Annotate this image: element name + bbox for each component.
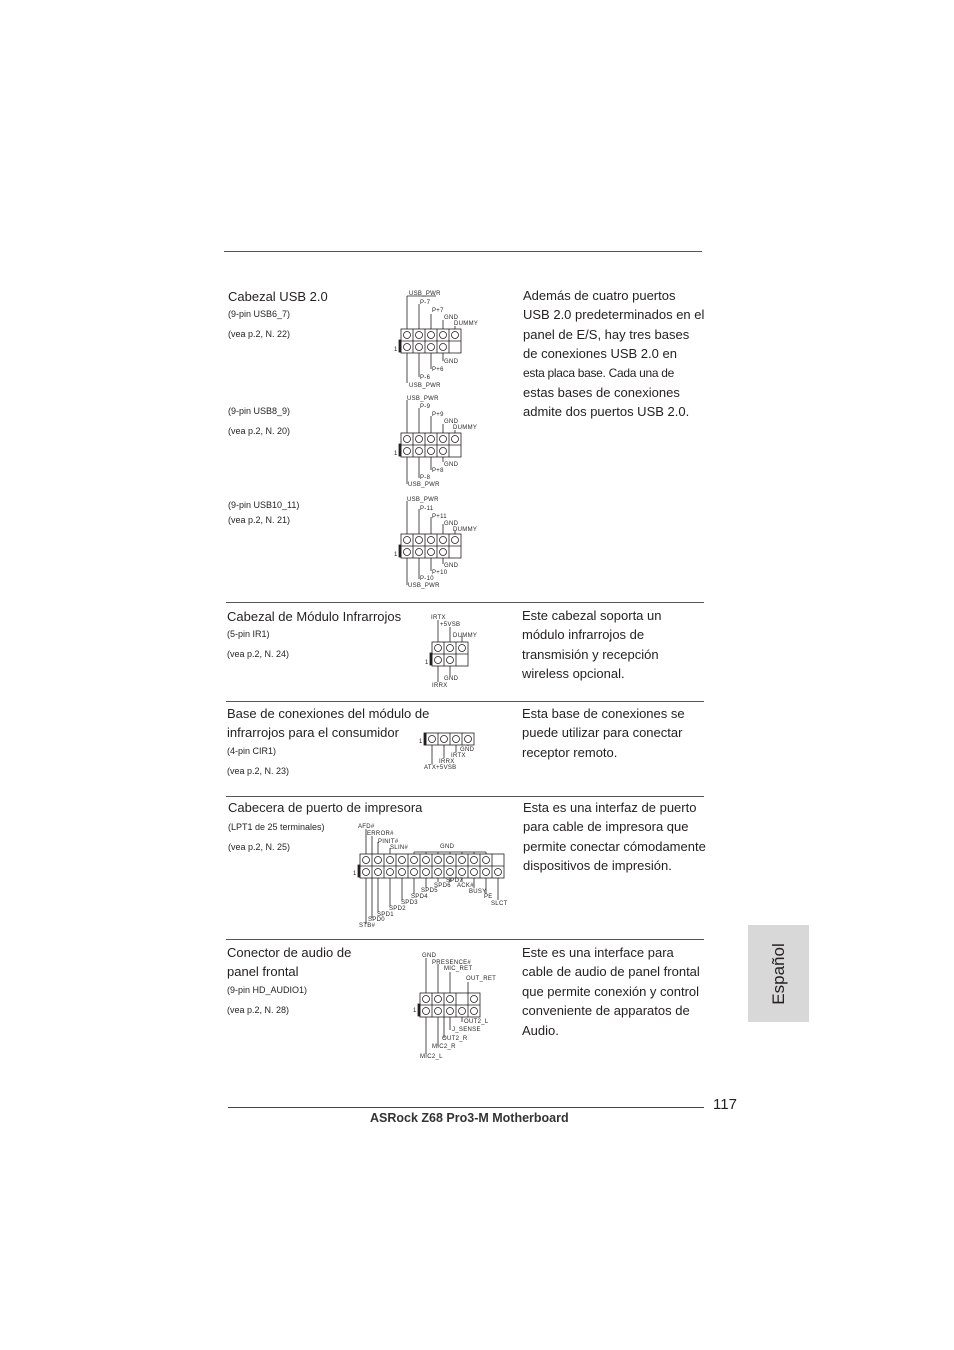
svg-text:IRRX: IRRX [432, 683, 448, 689]
language-tab-label: Español [768, 942, 788, 1005]
svg-text:USB_PWR: USB_PWR [407, 497, 439, 503]
usb-header-2-ref: (vea p.2, N. 20) [228, 426, 291, 436]
svg-text:1: 1 [394, 451, 398, 457]
svg-text:MIC2_R: MIC2_R [432, 1044, 456, 1050]
svg-text:BUSY: BUSY [469, 889, 487, 895]
svg-text:PINIT#: PINIT# [378, 839, 399, 845]
divider-cir [226, 701, 704, 702]
svg-text:DUMMY: DUMMY [453, 527, 478, 533]
svg-text:OUT_RET: OUT_RET [466, 976, 497, 982]
svg-text:+5VSB: +5VSB [440, 622, 461, 628]
usb-header-3-pin: (9-pin USB10_11) [228, 500, 300, 510]
page-number: 117 [713, 1096, 737, 1113]
audio-pin: (9-pin HD_AUDIO1) [227, 985, 308, 995]
cir-pin: (4-pin CIR1) [227, 746, 277, 756]
svg-text:GND: GND [444, 462, 459, 468]
svg-text:SPD5: SPD5 [421, 888, 438, 894]
svg-text:1: 1 [394, 347, 398, 353]
svg-text:1: 1 [425, 660, 429, 666]
usb-header-1-ref: (vea p.2, N. 22) [228, 329, 291, 339]
ir-description: Este cabezal soporta un módulo infrarrojos de transmisión y recepción wireless opcional. [522, 608, 662, 682]
svg-text:OUT2_R: OUT2_R [442, 1036, 468, 1042]
svg-text:GND: GND [444, 315, 459, 321]
cir1-pin-diagram [418, 730, 498, 775]
footer-product-name: ASRock Z68 Pro3-M Motherboard [370, 1111, 569, 1125]
svg-text:J_SENSE: J_SENSE [452, 1027, 481, 1033]
svg-text:1: 1 [419, 739, 423, 745]
cir-ref: (vea p.2, N. 23) [227, 766, 290, 776]
svg-text:SPD0: SPD0 [368, 917, 385, 923]
svg-text:SPD7: SPD7 [446, 878, 463, 884]
divider-lpt [226, 796, 704, 797]
svg-text:SPD6: SPD6 [434, 883, 451, 889]
audio-section-title-line-1: Conector de audio de [227, 945, 352, 960]
svg-text:USB_PWR: USB_PWR [407, 396, 439, 402]
usb-header-2-pin: (9-pin USB8_9) [228, 406, 291, 416]
svg-text:IRTX: IRTX [431, 615, 446, 621]
language-side-tab [748, 925, 809, 1022]
cir-description: Esta base de conexiones se puede utilizar para conectar receptor remoto. [522, 706, 685, 760]
usb8-9-pin-diagram [396, 392, 496, 492]
audio-section-title-line-2: panel frontal [227, 964, 299, 979]
svg-text:PRESENCE#: PRESENCE# [432, 960, 472, 966]
svg-text:P-7: P-7 [420, 300, 431, 306]
svg-text:DUMMY: DUMMY [453, 425, 478, 431]
svg-text:IRRX: IRRX [439, 759, 455, 765]
divider-audio [226, 939, 704, 940]
svg-text:P-10: P-10 [420, 576, 434, 582]
svg-text:OUT2_L: OUT2_L [464, 1019, 489, 1025]
ir-pin: (5-pin IR1) [227, 629, 270, 639]
ir1-pin-diagram [424, 612, 514, 692]
svg-text:P-9: P-9 [420, 404, 431, 410]
svg-text:P+11: P+11 [432, 514, 447, 520]
footer-rule [228, 1107, 704, 1108]
svg-text:USB_PWR: USB_PWR [408, 583, 440, 589]
usb-description: Además de cuatro puertos USB 2.0 predeterminados en el panel de E/S, hay tres bases de conexiones USB 2.0 en esta placa base. Cada una de estas bases de conexiones admite dos puertos USB 2.0. [523, 288, 705, 420]
svg-text:MIC2_L: MIC2_L [420, 1054, 443, 1060]
svg-text:P+7: P+7 [432, 308, 444, 314]
lpt-pin: (LPT1 de 25 terminales) [228, 822, 325, 832]
lpt-description: Esta es una interfaz de puerto para cable de impresora que permite conectar cómodamente dispositivos de impresión. [523, 800, 706, 874]
svg-text:ACK#: ACK# [457, 883, 474, 889]
svg-text:USB_PWR: USB_PWR [408, 482, 440, 488]
svg-text:GND: GND [444, 419, 459, 425]
svg-text:1: 1 [394, 552, 398, 558]
svg-text:GND: GND [440, 844, 455, 850]
usb-section-title: Cabezal USB 2.0 [228, 289, 328, 304]
audio-description: Este es una interface para cable de audio de panel frontal que permite conexión y control conveniente de apparatos de Audio. [522, 945, 700, 1038]
svg-text:GND: GND [422, 953, 437, 959]
svg-text:USB_PWR: USB_PWR [409, 291, 441, 297]
svg-text:SLCT: SLCT [491, 901, 508, 907]
top-divider [224, 251, 702, 252]
svg-text:SPD4: SPD4 [411, 894, 428, 900]
svg-text:MIC_RET: MIC_RET [444, 966, 473, 972]
svg-text:ATX+5VSB: ATX+5VSB [424, 765, 457, 771]
divider-ir [226, 602, 704, 603]
svg-text:SPD1: SPD1 [377, 912, 394, 918]
usb6-7-pin-diagram [396, 288, 496, 390]
svg-text:GND: GND [444, 521, 459, 527]
svg-text:P+8: P+8 [432, 468, 444, 474]
svg-text:GND: GND [444, 563, 459, 569]
svg-text:1: 1 [413, 1008, 417, 1014]
ir-ref: (vea p.2, N. 24) [227, 649, 290, 659]
usb-header-3-ref: (vea p.2, N. 21) [228, 515, 291, 525]
usb10-11-pin-diagram [396, 493, 496, 593]
svg-text:SPD2: SPD2 [389, 906, 406, 912]
svg-text:P+6: P+6 [432, 367, 444, 373]
svg-text:P+9: P+9 [432, 412, 444, 418]
cir-section-title-line-2: infrarrojos para el consumidor [227, 725, 399, 740]
svg-text:DUMMY: DUMMY [453, 633, 478, 639]
svg-text:SPD3: SPD3 [401, 900, 418, 906]
svg-text:GND: GND [460, 747, 475, 753]
svg-text:1: 1 [353, 871, 357, 877]
svg-text:PE: PE [484, 894, 493, 900]
svg-text:STB#: STB# [359, 923, 376, 929]
svg-text:USB_PWR: USB_PWR [409, 383, 441, 389]
svg-text:DUMMY: DUMMY [454, 321, 479, 327]
hd-audio1-pin-diagram [412, 950, 512, 1062]
svg-text:SLIN#: SLIN# [390, 845, 409, 851]
svg-text:P+10: P+10 [432, 570, 448, 576]
svg-text:AFD#: AFD# [358, 824, 375, 830]
cir-section-title-line-1: Base de conexiones del módulo de [227, 706, 430, 721]
audio-ref: (vea p.2, N. 28) [227, 1005, 290, 1015]
lpt-section-title: Cabecera de puerto de impresora [228, 800, 423, 815]
ir-section-title: Cabezal de Módulo Infrarrojos [227, 609, 402, 624]
svg-text:P-6: P-6 [420, 375, 431, 381]
svg-text:P-8: P-8 [420, 475, 431, 481]
svg-text:P-11: P-11 [420, 506, 434, 512]
svg-text:GND: GND [444, 676, 459, 682]
svg-text:GND: GND [444, 359, 459, 365]
lpt1-pin-diagram [352, 820, 512, 932]
svg-text:ERROR#: ERROR# [367, 831, 394, 837]
svg-text:IRTX: IRTX [451, 753, 466, 759]
usb-header-1-pin: (9-pin USB6_7) [228, 309, 291, 319]
lpt-ref: (vea p.2, N. 25) [228, 842, 291, 852]
